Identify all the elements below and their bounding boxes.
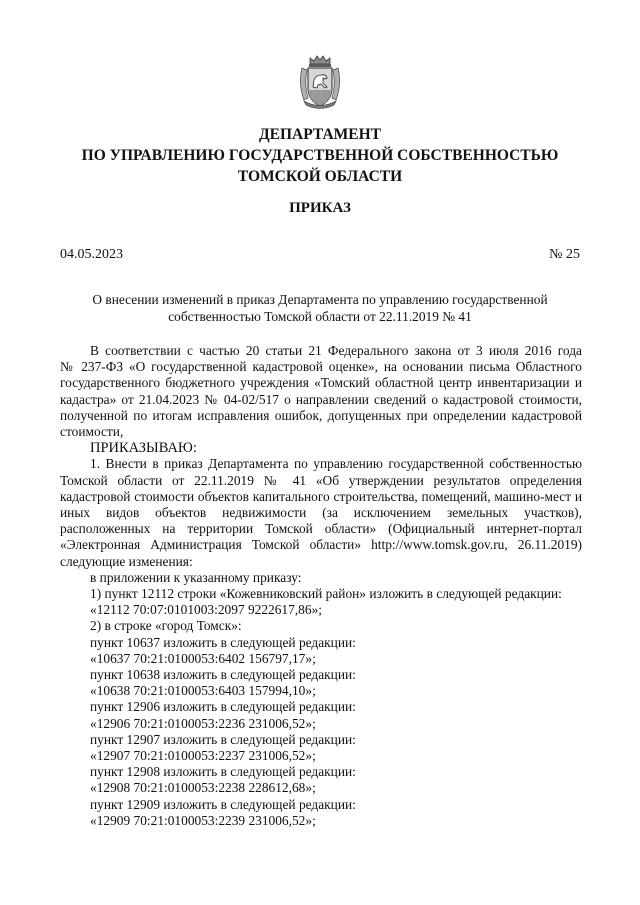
- preamble: [60, 343, 582, 440]
- change-line-6: «10637 70:21:0100053:6402 156797,17»;: [90, 650, 316, 666]
- item1-line-6: «Электронная Администрация Томской области» http://www.tomsk.gov.ru, 26.11.2019): [60, 537, 582, 553]
- preamble-line-2: № 237-ФЗ «О государственной кадастровой оценке», на основании письма Областного: [60, 359, 582, 375]
- change-line-15: пункт 12909 изложить в следующей редакции:: [90, 796, 356, 812]
- changes-list: [60, 570, 582, 829]
- change-line-2: 1) пункт 12112 строки «Кожевниковский район» изложить в следующей редакции:: [90, 586, 562, 602]
- change-line-5: пункт 10637 изложить в следующей редакции:: [90, 634, 356, 650]
- change-line-10: «12906 70:21:0100053:2236 231006,52»;: [90, 715, 316, 731]
- change-line-12: «12907 70:21:0100053:2237 231006,52»;: [90, 748, 316, 764]
- item1-line-5: расположенных на территории Томской области» (Официальный интернет-портал: [60, 521, 582, 537]
- org-line-1: ДЕПАРТАМЕНТ: [258, 126, 382, 143]
- change-line-11: пункт 12907 изложить в следующей редакции:: [90, 731, 356, 747]
- change-line-4: 2) в строке «город Томск»:: [90, 618, 242, 634]
- coat-of-arms-icon: [296, 54, 344, 110]
- preamble-line-6: стоимости,: [60, 424, 124, 440]
- document-date: 04.05.2023: [60, 247, 123, 262]
- change-line-7: пункт 10638 изложить в следующей редакции:: [90, 667, 356, 683]
- item1-line-3: кадастровой стоимости объектов капитального строительства, помещений, машино-мест и: [60, 488, 582, 504]
- change-line-14: «12908 70:21:0100053:2238 228612,68»;: [90, 780, 316, 796]
- preamble-line-1: В соответствии с частью 20 статьи 21 Федерального закона от 3 июля 2016 года: [90, 343, 582, 358]
- preamble-line-5: полученной по итогам исправления ошибок, допущенных при определении кадастровой: [60, 407, 582, 423]
- item1-line-1: 1. Внести в приказ Департамента по управлению государственной собственностью: [90, 456, 582, 472]
- document-type: ПРИКАЗ: [289, 200, 351, 216]
- title-line-1: О внесении изменений в приказ Департамента по управлению государственной: [92, 292, 548, 307]
- change-line-13: пункт 12908 изложить в следующей редакции:: [90, 764, 356, 780]
- item1-line-7: следующие изменения:: [60, 553, 193, 569]
- change-line-9: пункт 12906 изложить в следующей редакции:: [90, 699, 356, 715]
- change-line-8: «10638 70:21:0100053:6403 157994,10»;: [90, 683, 316, 699]
- order-word: ПРИКАЗЫВАЮ:: [90, 440, 197, 457]
- item1-line-4: иных видов объектов недвижимости (за исключением земельных участков),: [60, 505, 582, 521]
- org-line-3: ТОМСКОЙ ОБЛАСТИ: [237, 168, 403, 185]
- title-line-2: собственностью Томской области от 22.11.2019 № 41: [168, 309, 472, 324]
- change-line-3: «12112 70:07:0101003:2097 9222617,86»;: [90, 602, 322, 618]
- change-line-16: «12909 70:21:0100053:2239 231006,52»;: [90, 812, 316, 828]
- preamble-line-3: государственного бюджетного учреждения «Томский областной центр инвентаризации и: [60, 375, 582, 391]
- org-line-2: ПО УПРАВЛЕНИЮ ГОСУДАРСТВЕННОЙ СОБСТВЕННОСТЬЮ: [81, 147, 559, 164]
- change-line-1: в приложении к указанному приказу:: [90, 569, 302, 585]
- organization-name: [0, 124, 640, 187]
- item1-line-2: Томской области от 22.11.2019 № 41 «Об утверждении результатов определения: [60, 472, 582, 488]
- preamble-line-4: кадастра» от 21.04.2023 № 04-02/517 о направлении сведений о кадастровой стоимости,: [60, 391, 582, 407]
- document-number: № 25: [549, 247, 580, 262]
- item-1: [60, 456, 582, 569]
- document-body: [60, 343, 582, 829]
- document-title: [60, 291, 580, 325]
